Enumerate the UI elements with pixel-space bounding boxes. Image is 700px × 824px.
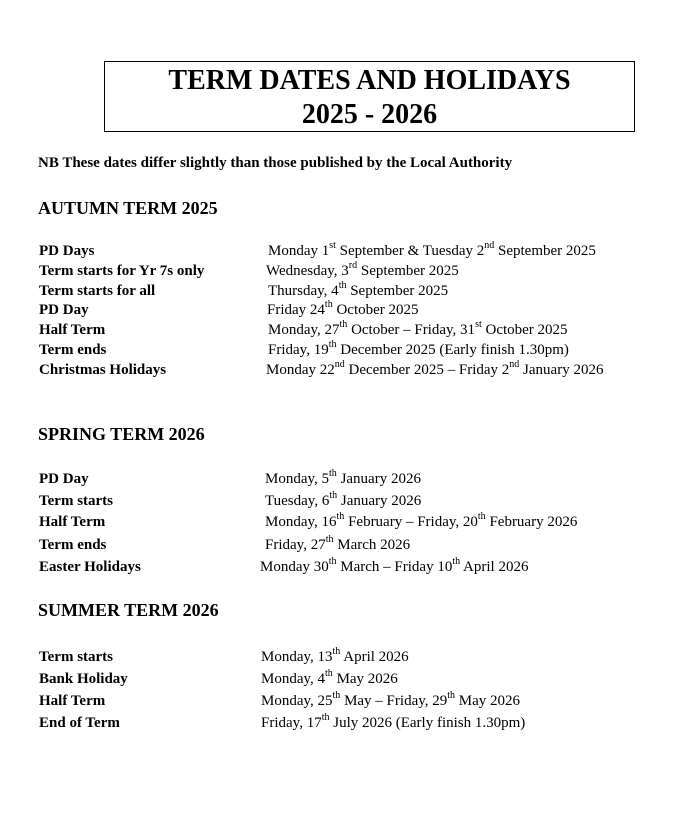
date-text: January 2026 xyxy=(337,493,422,509)
date-text: October – Friday, 31 xyxy=(347,322,476,338)
row-value xyxy=(268,340,569,360)
date-text: Tuesday, 6 xyxy=(265,493,330,509)
date-text: February – Friday, 20 xyxy=(344,514,478,530)
ordinal-suffix: th xyxy=(329,468,337,479)
ordinal-suffix: th xyxy=(477,511,486,522)
ordinal-suffix: st xyxy=(329,240,336,251)
date-row xyxy=(0,535,700,555)
ordinal-suffix: th xyxy=(329,490,338,501)
row-value xyxy=(261,713,525,733)
ordinal-suffix: th xyxy=(332,690,341,701)
row-label: PD Day xyxy=(39,471,89,487)
ordinal-suffix: th xyxy=(452,556,461,567)
row-label: Easter Holidays xyxy=(39,559,141,575)
autumn-heading: AUTUMN TERM 2025 xyxy=(38,198,218,218)
row-value xyxy=(265,512,577,532)
date-row xyxy=(0,713,700,733)
ordinal-suffix: nd xyxy=(509,359,520,370)
date-text: January 2026 xyxy=(336,471,421,487)
ordinal-suffix: th xyxy=(336,511,345,522)
date-text: Monday, 13 xyxy=(261,649,333,665)
row-label: Bank Holiday xyxy=(39,671,128,687)
document-title xyxy=(104,61,635,132)
date-row xyxy=(0,469,700,489)
row-label: Half Term xyxy=(39,514,106,530)
date-text: Monday 1 xyxy=(268,243,330,259)
row-label: Term starts xyxy=(39,649,114,665)
ordinal-suffix: rd xyxy=(348,260,358,271)
row-value xyxy=(261,691,520,711)
ordinal-suffix: nd xyxy=(484,240,495,251)
date-text: February 2026 xyxy=(485,514,578,530)
date-text: Friday, 19 xyxy=(268,342,329,358)
row-value xyxy=(266,261,459,281)
date-row xyxy=(0,691,700,711)
date-text: Monday, 27 xyxy=(268,322,340,338)
row-value xyxy=(261,669,398,689)
date-text: September 2025 xyxy=(357,263,459,279)
date-row xyxy=(0,491,700,511)
row-value xyxy=(265,469,421,489)
date-text: September & Tuesday 2 xyxy=(335,243,485,259)
date-text: October 2025 xyxy=(332,302,419,318)
date-text: May – Friday, 29 xyxy=(340,693,448,709)
row-value xyxy=(260,557,528,577)
row-label: Term ends xyxy=(39,537,107,553)
row-label: End of Term xyxy=(39,715,120,731)
date-row xyxy=(0,281,700,301)
note-text: NB These dates differ slightly than those published by the Local Authority xyxy=(38,155,513,171)
date-text: Monday, 5 xyxy=(265,471,330,487)
date-text: December 2025 – Friday 2 xyxy=(344,362,510,378)
row-label: PD Days xyxy=(39,243,95,259)
row-value xyxy=(266,360,603,380)
ordinal-suffix: th xyxy=(332,646,341,657)
date-text: Friday 24 xyxy=(267,302,325,318)
ordinal-suffix: th xyxy=(328,556,337,567)
date-text: April 2026 xyxy=(460,559,529,575)
date-row xyxy=(0,300,700,320)
date-text: Monday 30 xyxy=(260,559,329,575)
date-row xyxy=(0,512,700,532)
date-row xyxy=(0,320,700,340)
date-text: April 2026 xyxy=(340,649,409,665)
row-value xyxy=(267,300,419,320)
date-text: Monday, 25 xyxy=(261,693,333,709)
row-value xyxy=(268,281,448,301)
date-text: Monday, 4 xyxy=(261,671,326,687)
date-text: May 2026 xyxy=(332,671,398,687)
ordinal-suffix: th xyxy=(339,319,348,330)
ordinal-suffix: st xyxy=(475,319,482,330)
row-label: Term starts for all xyxy=(39,283,156,299)
ordinal-suffix: th xyxy=(325,668,333,679)
date-row xyxy=(0,647,700,667)
ordinal-suffix: th xyxy=(325,534,334,545)
date-row xyxy=(0,340,700,360)
row-value xyxy=(265,491,421,511)
date-text: March 2026 xyxy=(333,537,411,553)
date-text: Friday, 27 xyxy=(265,537,326,553)
date-text: Wednesday, 3 xyxy=(266,263,349,279)
date-text: July 2026 (Early finish 1.30pm) xyxy=(329,715,526,731)
date-text: Monday, 16 xyxy=(265,514,337,530)
title-line-2: 2025 - 2026 xyxy=(301,99,438,130)
date-text: September 2025 xyxy=(494,243,596,259)
date-text: Thursday, 4 xyxy=(268,283,339,299)
row-value xyxy=(268,320,568,340)
row-label: Term starts for Yr 7s only xyxy=(39,263,205,279)
date-row xyxy=(0,669,700,689)
row-value xyxy=(261,647,409,667)
date-text: September 2025 xyxy=(346,283,449,299)
row-value xyxy=(265,535,410,555)
row-label: Term ends xyxy=(39,342,107,358)
date-text: Monday 22 xyxy=(266,362,335,378)
row-value xyxy=(268,241,596,261)
date-text: October 2025 xyxy=(481,322,568,338)
row-label: Christmas Holidays xyxy=(39,362,167,378)
date-row xyxy=(0,557,700,577)
row-label: Term starts xyxy=(39,493,114,509)
row-label: Half Term xyxy=(39,322,106,338)
date-text: Friday, 17 xyxy=(261,715,322,731)
summer-heading: SUMMER TERM 2026 xyxy=(38,600,219,620)
date-text: May 2026 xyxy=(455,693,521,709)
date-text: December 2025 (Early finish 1.30pm) xyxy=(336,342,569,358)
ordinal-suffix: th xyxy=(324,299,333,310)
title-line-1: TERM DATES AND HOLIDAYS xyxy=(168,65,571,96)
date-row xyxy=(0,360,700,380)
row-label: Half Term xyxy=(39,693,106,709)
date-text: March – Friday 10 xyxy=(336,559,453,575)
date-text: January 2026 xyxy=(519,362,604,378)
spring-heading: SPRING TERM 2026 xyxy=(38,424,205,444)
ordinal-suffix: nd xyxy=(334,359,345,370)
row-label: PD Day xyxy=(39,302,89,318)
date-row xyxy=(0,261,700,281)
date-row xyxy=(0,241,700,261)
ordinal-suffix: th xyxy=(321,712,330,723)
ordinal-suffix: th xyxy=(338,280,347,291)
ordinal-suffix: th xyxy=(447,690,456,701)
ordinal-suffix: th xyxy=(328,339,337,350)
